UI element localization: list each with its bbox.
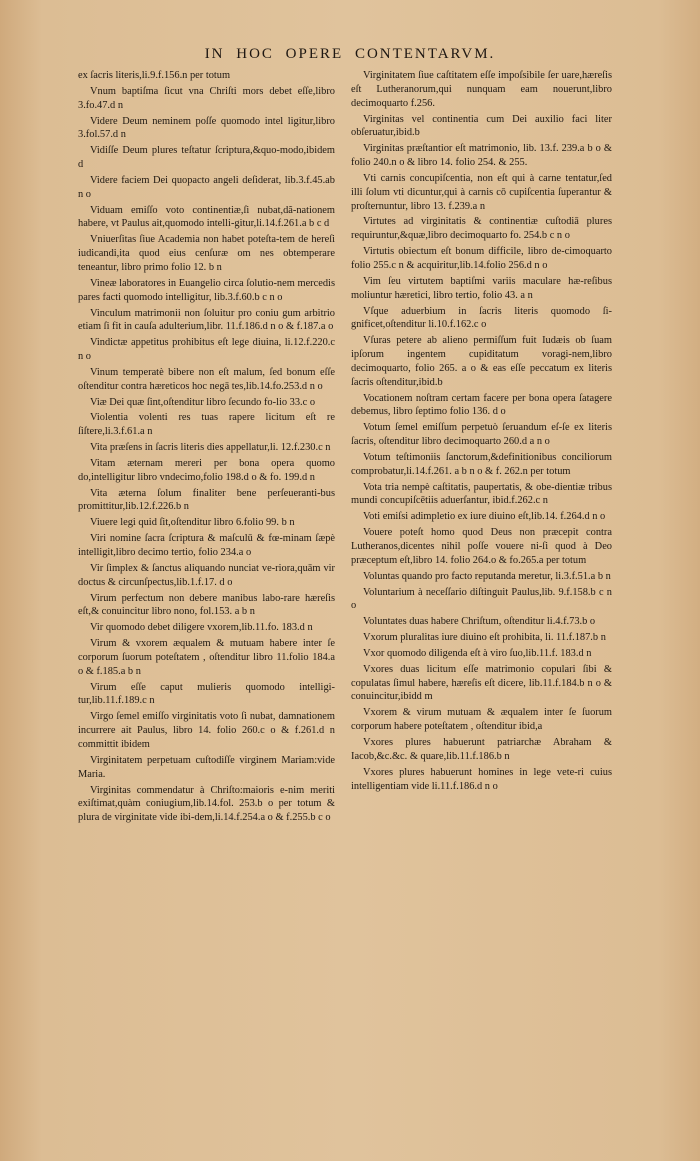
- index-entry: Vti carnis concupiſcentia, non eſt qui à carne tentatur,ſed illi ſolum vti dicuntur,qui à carnis cō cupiſcentia ſuperantur & proſternuntur, libro 13. f.239.a n: [351, 172, 612, 212]
- index-entry: Vouere poteſt homo quod Deus non præcepit contra Lutheranos,dicentes nihil poſſe vouere ni-ſi quod à Deo præceptum eſt,libro 14. folio 264.o & fo.265.a per totum: [351, 527, 612, 566]
- index-entry: Vnum baptiſma ſicut vna Chriſti mors debet eſſe,libro 3.fo.47.d n: [78, 85, 335, 111]
- index-entry: Vir quomodo debet diligere vxorem,lib.11.fo. 183.d n: [90, 622, 313, 634]
- index-entry: Vxorem & virum mutuam & æqualem inter ſe ſuorum corporum habere poteſtatem , oſtenditur ibid,a: [351, 707, 612, 733]
- index-entry: Vir ſimplex & ſanctus aliquando nunciat ve-riora,quām vir doctus & circunſpectus,lib.1.f.17. d o: [78, 562, 335, 588]
- index-entry: Vxores plures habuerunt patriarchæ Abraham & Iacob,&c.&c. & quare,lib.11.f.186.b n: [351, 736, 612, 762]
- index-entry: Virginitas vel continentia cum Dei auxilio faci liter obſeruatur,ibid.b: [351, 113, 612, 139]
- index-entry: Viæ Dei quæ ſint,oſtenditur libro ſecundo fo-lio 33.c o: [90, 396, 316, 408]
- index-entry: Virginitas commendatur à Chriſto:maioris e-nim meriti exiſtimat,quàm coniugium,lib.14.fol. 253.b o per totum & plura de virginitate vide ibi-dem,li.14.f.254.a o & f.255.b c o: [78, 784, 335, 824]
- index-column-left: [78, 69, 335, 827]
- index-entry: Virginitatem ſiue caſtitatem eſſe impoſsibile ſer uare,hæreſis eſt Lutheranorum,qui nunquam eam nouerunt,libro decimoquarto f.256.: [351, 70, 612, 109]
- index-entry: Vita præſens in ſacris literis dies appellatur,li. 12.f.230.c n: [90, 442, 331, 454]
- index-entry: Vxores plures habuerunt homines in lege vete-ri cuius intelligentiam vide li.11.f.186.d n o: [351, 766, 612, 792]
- index-entry: Vxores duas licitum eſſe matrimonio copulari ſibi & copulatas ſimul habere, hæreſis eſt dicere, lib.11.f.184.b n o & conuincitur,ibidd m: [351, 663, 612, 703]
- index-entry: ex ſacris literis,li.9.f.156.n per totum: [78, 70, 231, 81]
- running-header: IN HOC OPERE CONTENTARVM.: [204, 46, 496, 62]
- index-entry: Vniuerſitas ſiue Academia non habet poteſta-tem de hereſi iudicandi,ita quod eius cenſuræ om nes obtemperare teneantur, libro primo folio 12. b n: [78, 234, 335, 273]
- index-entry: Videre Deum neminem poſſe quomodo intel ligitur,libro 3.fol.57.d n: [78, 115, 335, 141]
- index-entry: Virum eſſe caput mulieris quomodo intelligi-tur,lib.11.f.189.c n: [78, 681, 335, 707]
- index-entry: Vinculum matrimonii non ſoluitur pro coniu gum arbitrio etiam ſi fit in cauſa adulterium,libr. 11.f.186.d n o & f.187.a o: [78, 307, 335, 333]
- index-entry: Vxorum pluralitas iure diuino eſt prohibita, li. 11.f.187.b n: [363, 632, 606, 644]
- index-entry: Voluntates duas habere Chriſtum, oſtenditur li.4.f.73.b o: [363, 616, 596, 628]
- index-entry: Vitam æternam mereri per bona opera quomo do,intelligitur libro vndecimo,folio 198.d o & fo. 199.d n: [78, 457, 335, 483]
- index-entry: Vita æterna ſolum finaliter bene perſeueranti-bus promittitur,lib.12.f.226.b n: [78, 487, 335, 513]
- index-entry: Virum perfectum non debere manibus labo-rare hæreſis eſt,& conuincitur libro nono, fol.153. a b n: [78, 592, 335, 618]
- index-entry: Virginitas præſtantior eſt matrimonio, lib. 13.f. 239.a b o & folio 240.n o & libro 14. folio 254. & 255.: [351, 143, 612, 169]
- index-entry: Voluntas quando pro facto reputanda meretur, li.3.f.51.a b n: [363, 570, 611, 582]
- index-entry: Viri nomine ſacra ſcriptura & maſculū & fœ-minam ſæpè intelligit,libro decimo tertio, folio 234.a o: [78, 533, 335, 558]
- index-entry: Vocationem noſtram certam facere per bona opera ſatagere debemus, libro ſeptimo folio 136. d o: [351, 392, 612, 418]
- index-entry: Vindictæ appetitus prohibitus eſt lege diuina, li.12.f.220.c n o: [78, 337, 335, 363]
- index-entry: Virginitatem perpetuam cuſtodiſſe virginem Mariam:vide Maria.: [78, 754, 335, 780]
- index-entry: Virtutes ad virginitatis & continentiæ cuſtodiā plures requiruntur,&quæ,libro decimoquarto fo. 254.b c n o: [351, 216, 612, 242]
- index-entry: Vſuras petere ab alieno permiſſum fuit Iudæis ob ſuam ipſorum ingentem cupiditatum voragi-nem,libro decimoquarto, folio 265. a o & eas eſſe peccatum ex literis ſacris oſtenditur,ibid.b: [351, 335, 612, 388]
- index-entry: Vim ſeu virtutem baptiſmi variis maculare hæ-reſibus moliuntur hæretici, libro tertio, folio 43. a n: [351, 275, 612, 301]
- index-entry: Vinum temperatè bibere non eſt malum, ſed bonum eſſe oſtenditur contra hæreticos hoc negā tes,lib.14.fo.253.d n o: [78, 366, 335, 392]
- index-entry: Videre faciem Dei quopacto angeli deſiderat, lib.3.f.45.ab n o: [78, 174, 335, 200]
- index-entry: Votum ſemel emiſſum perpetuò ſeruandum eſ-ſe ex literis ſacris, oſtenditur libro decimoquarto 260.d a n o: [351, 422, 612, 448]
- index-entry: Virgo ſemel emiſſo virginitatis voto ſi nubat, damnationem incurrere ait Paulus, libro 14. folio 260.c o & f.261.d n committit ibidem: [78, 711, 335, 750]
- index-entry: Voluntarium à neceſſario diſtinguit Paulus,lib. 9.f.158.b c n o: [351, 586, 612, 612]
- index-entry: Vineæ laboratores in Euangelio circa ſolutio-nem mercedis pares facti quomodo intelligitur, lib.3.f.60.b c n o: [78, 277, 335, 303]
- index-entry: Voti emiſsi adimpletio ex iure diuino eſt,lib.14. f.264.d n o: [363, 511, 606, 523]
- index-entry: Viduam emiſſo voto continentiæ,ſi nubat,dã-nationem habere, vt Paulus ait,quomodo intelli-gitur,li.14.f.261.a b c d: [78, 204, 335, 230]
- index-entry: Vſque aduerbium in ſacris literis quomodo ſi-gnificet,oſtenditur li.10.f.162.c o: [351, 305, 612, 331]
- index-entry: Virum & vxorem æqualem & mutuam habere inter ſe corporum ſuorum poteſtatem , oſtenditur libro 11.folio 184.a o & f.185.a b n: [78, 638, 335, 677]
- index-entry: Violentia volenti res tuas rapere licitum eſt re ſiſtere,li.3.f.61.a n: [78, 412, 335, 438]
- index-entry: Vota tria nempè caſtitatis, paupertatis, & obe-dientiæ tribus mundi concupiſcētiis aduerſantur, ibid.f.262.c n: [351, 481, 612, 507]
- index-entry: Vxor quomodo diligenda eſt à viro ſuo,lib.11.f. 183.d n: [363, 647, 592, 659]
- index-entry: Viuere legi quid ſit,oſtenditur libro 6.folio 99. b n: [90, 517, 295, 529]
- index-column-right: [351, 69, 612, 795]
- index-entry: Votum teſtimoniis ſanctorum,&definitionibus conciliorum comprobatur,li.14.f.261. a b n o & f. 262.n per totum: [351, 451, 612, 477]
- index-entry: Virtutis obiectum eſt bonum difficile, libro de-cimoquarto folio 255.c n & acquiritur,lib.14.folio 256.d n o: [351, 246, 612, 271]
- index-entry: Vidiſſe Deum plures teſtatur ſcriptura,&quo-modo,ibidem d: [78, 145, 335, 171]
